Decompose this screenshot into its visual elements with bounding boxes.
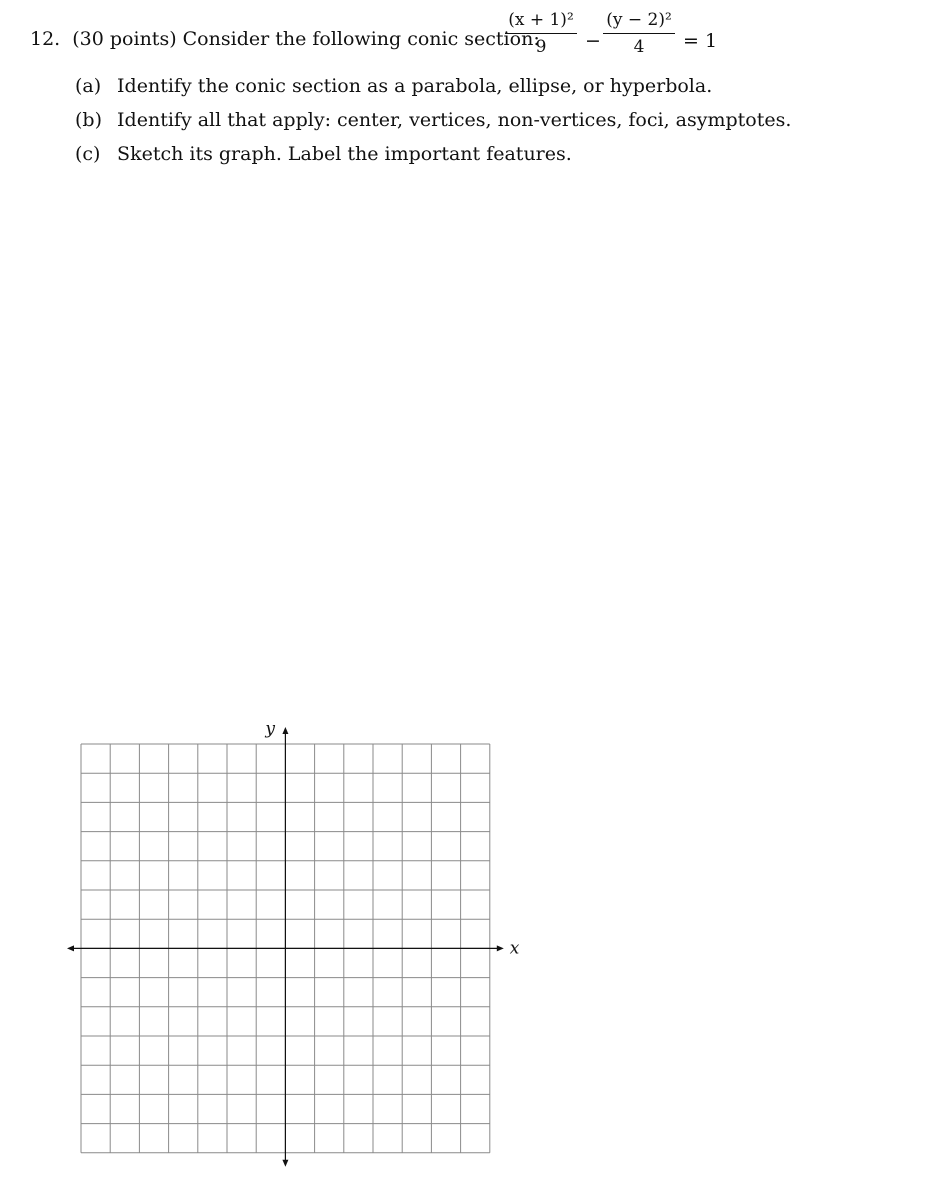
equation-rhs: = 1 bbox=[683, 30, 718, 52]
part-a-label: (a) bbox=[75, 75, 102, 97]
part-c bbox=[75, 140, 791, 174]
x-axis-arrow-right bbox=[497, 945, 504, 951]
question-number: 12. bbox=[30, 28, 61, 50]
fraction-1-denominator: 9 bbox=[535, 37, 547, 57]
question-header bbox=[30, 10, 910, 70]
part-a bbox=[75, 72, 791, 106]
fraction-2-denominator: 4 bbox=[633, 37, 645, 57]
part-b-text: Identify all that apply: center, vertices, non-vertices, foci, asymptotes. bbox=[117, 109, 792, 131]
equation-fraction-2 bbox=[603, 10, 675, 57]
x-axis-label: x bbox=[509, 938, 520, 959]
equation-fraction-1 bbox=[505, 10, 577, 57]
y-axis-arrow-top bbox=[282, 727, 288, 734]
fraction-1-numerator: (x + 1)² bbox=[505, 10, 577, 34]
equation-minus: − bbox=[585, 30, 601, 52]
part-a-text: Identify the conic section as a parabola, ellipse, or hyperbola. bbox=[117, 75, 713, 97]
fraction-2-numerator: (y − 2)² bbox=[603, 10, 675, 34]
y-axis-label: y bbox=[265, 719, 276, 739]
coordinate-grid bbox=[60, 715, 540, 1175]
part-b-label: (b) bbox=[75, 109, 102, 131]
question-parts bbox=[75, 72, 791, 174]
question-prompt bbox=[30, 28, 540, 50]
part-c-label: (c) bbox=[75, 143, 101, 165]
y-axis-arrow-bottom bbox=[282, 1160, 288, 1167]
question-text: (30 points) Consider the following conic section: bbox=[72, 28, 540, 50]
part-c-text: Sketch its graph. Label the important features. bbox=[117, 143, 572, 165]
part-b bbox=[75, 106, 791, 140]
x-axis-arrow-left bbox=[67, 945, 74, 951]
